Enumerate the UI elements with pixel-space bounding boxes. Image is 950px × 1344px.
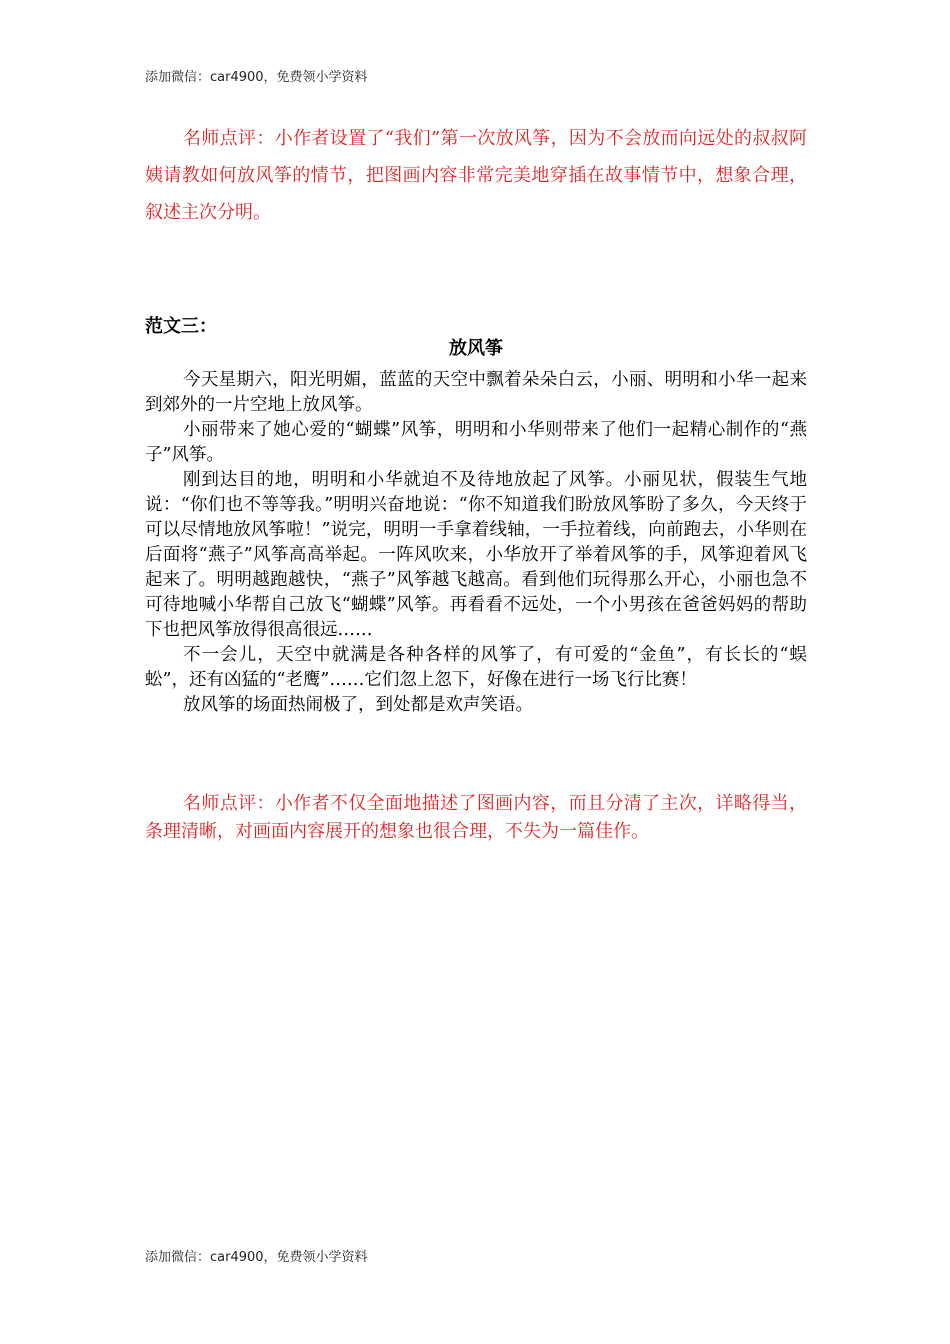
teacher-comment-1: 名师点评：小作者设置了“我们”第一次放风筝，因为不会放而向远处的叔叔阿姨请教如何放风筝的情节，把图画内容非常完美地穿插在故事情节中，想象合理，叙述主次分明。: [145, 128, 807, 223]
essay-title: 放风筝: [449, 338, 503, 359]
page-footer-watermark: 添加微信：car4900，免费领小学资料: [145, 1250, 368, 1265]
essay-paragraph: 放风筝的场面热闹极了，到处都是欢声笑语。: [183, 695, 533, 715]
essay-paragraph: 刚到达目的地，明明和小华就迫不及待地放起了风筝。小丽见状，假装生气地说：“你们也不等等我。”明明兴奋地说：“你不知道我们盼放风筝盼了多久，今天终于可以尽情地放风筝啦！”说完，明明一手拿着线轴，一手拉着线，向前跑去，小华则在后面将“燕子”风筝高高举起。一阵风吹来，小华放开了举着风筝的手，风筝迎着风飞起来了。明明越跑越快，“燕子”风筝越飞越高。看到他们玩得那么开心，小丽也急不可待地喊小华帮自己放飞“蝴蝶”风筝。再看看不远处，一个小男孩在爸爸妈妈的帮助下也把风筝放得很高很远……: [145, 470, 807, 640]
essay-paragraph: 小丽带来了她心爱的“蝴蝶”风筝，明明和小华则带来了他们一起精心制作的“燕子”风筝。: [145, 420, 807, 465]
teacher-comment-2: 名师点评：小作者不仅全面地描述了图画内容，而且分清了主次，详略得当，条理清晰，对画面内容展开的想象也很合理，不失为一篇佳作。: [145, 793, 807, 842]
essay-paragraph: 不一会儿，天空中就满是各种各样的风筝了，有可爱的“金鱼”，有长长的“蜈蚣”，还有凶猛的“老鹰”……它们忽上忽下，好像在进行一场飞行比赛！: [145, 645, 807, 690]
essay-paragraph: 今天星期六，阳光明媚，蓝蓝的天空中飘着朵朵白云，小丽、明明和小华一起来到郊外的一片空地上放风筝。: [145, 370, 807, 415]
section-label: 范文三：: [145, 316, 217, 337]
essay-body: [145, 368, 807, 718]
page-header-watermark: 添加微信：car4900，免费领小学资料: [145, 70, 368, 85]
